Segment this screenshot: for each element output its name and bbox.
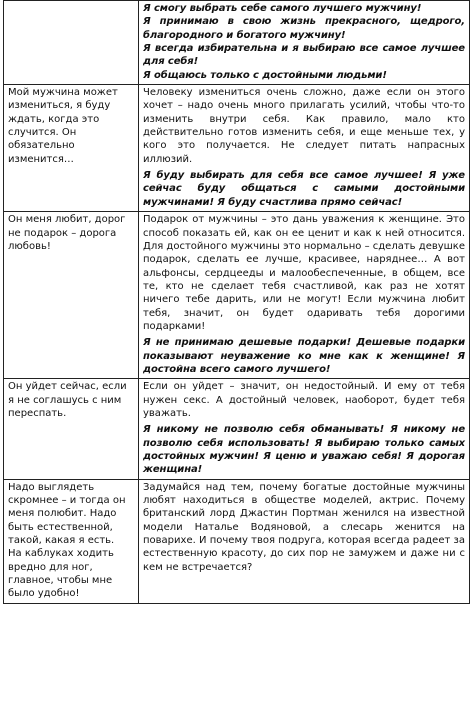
belief-text: Мой мужчина может измениться, я буду ждать, когда это случится. Он обязательно изменится…	[8, 87, 118, 165]
response-text: Задумайся над тем, почему богатые достойные мужчины любят находиться в обществе моделей, актрис. Почему британский лорд Джастин Портман женился на известной модели Наталье Водяновой, а слесарь женится на поварихе. И почему твоя подруга, которая всегда радеет за естественную красоту, до сих пор не замужем и даже ни с кем не встречается?	[143, 481, 465, 573]
belief-text: На каблуках ходить вредно для ног, главное, чтобы мне было удобно!	[8, 548, 114, 600]
response-text: Человеку измениться очень сложно, даже если он этого хочет – надо очень много прилагать усилий, чтобы что-то изменить внутри себя. Как правило, мало кто действительно готов изменить себя, и еще меньше тех, у кого это получается. Не следует питать напрасных иллюзий.	[143, 87, 465, 165]
table-row	[4, 479, 470, 603]
table-row	[4, 85, 470, 212]
belief-cell	[4, 379, 139, 479]
belief-cell	[4, 85, 139, 212]
beliefs-table	[3, 0, 470, 604]
response-cell	[139, 379, 470, 479]
affirmation-text: Я не принимаю дешевые подарки! Дешевые подарки показывают неуважение ко мне как к женщине! Я достойна всего самого лучшего!	[143, 337, 465, 375]
affirmation-text: Я принимаю в свою жизнь прекрасного, щедрого, благородного и богатого мужчину!	[143, 16, 465, 41]
response-cell	[139, 1, 470, 85]
belief-cell	[4, 479, 139, 603]
affirmation-text: Я буду выбирать для себя все самое лучшее! Я уже сейчас буду общаться с самыми достойными мужчинами! Я буду счастлива прямо сейчас!	[143, 170, 465, 208]
affirmation-text: Я общаюсь только с достойными людьми!	[143, 69, 387, 81]
response-cell	[139, 85, 470, 212]
belief-cell	[4, 212, 139, 379]
affirmation-text: Я смогу выбрать себе самого лучшего мужчину!	[143, 3, 422, 14]
table-row	[4, 1, 470, 85]
belief-text: Он меня любит, дорог не подарок – дорога любовь!	[8, 214, 126, 252]
response-text: Если он уйдет – значит, он недостойный. И ему от тебя нужен секс. А достойный человек, наоборот, будет тебя уважать.	[143, 381, 465, 419]
belief-text: Надо выглядеть скромнее – и тогда он меня полюбит. Надо быть естественной, такой, какая я есть.	[8, 481, 126, 547]
belief-text: Он уйдет сейчас, если я не соглашусь с ним переспать.	[8, 381, 127, 419]
response-text: Подарок от мужчины – это дань уважения к женщине. Это способ показать ей, как он ее ценит и как к ней относится. Для достойного мужчины это нормально – сделать девушке подарок, сделать ее лучше, красивее, наряднее… А вот альфонсы, сердцееды и малообеспеченные, в общем, все те, кто не сделает тебя счастливой, как раз не хотят ничего тебе дарить, или не могут! Если мужчина любит тебя, значит, он будет одаривать тебя дорогими подарками!	[143, 214, 465, 332]
response-cell	[139, 212, 470, 379]
affirmation-text: Я всегда избирательна и я выбираю все самое лучшее для себя!	[143, 43, 465, 68]
affirmation-text: Я никому не позволю себя обманывать! Я никому не позволю себя использовать! Я выбираю только самых достойных мужчин! Я ценю и уважаю себя! Я дорогая женщина!	[143, 424, 465, 476]
beliefs-table-body	[4, 1, 470, 604]
belief-cell	[4, 1, 139, 85]
table-row	[4, 212, 470, 379]
response-cell	[139, 479, 470, 603]
table-row	[4, 379, 470, 479]
